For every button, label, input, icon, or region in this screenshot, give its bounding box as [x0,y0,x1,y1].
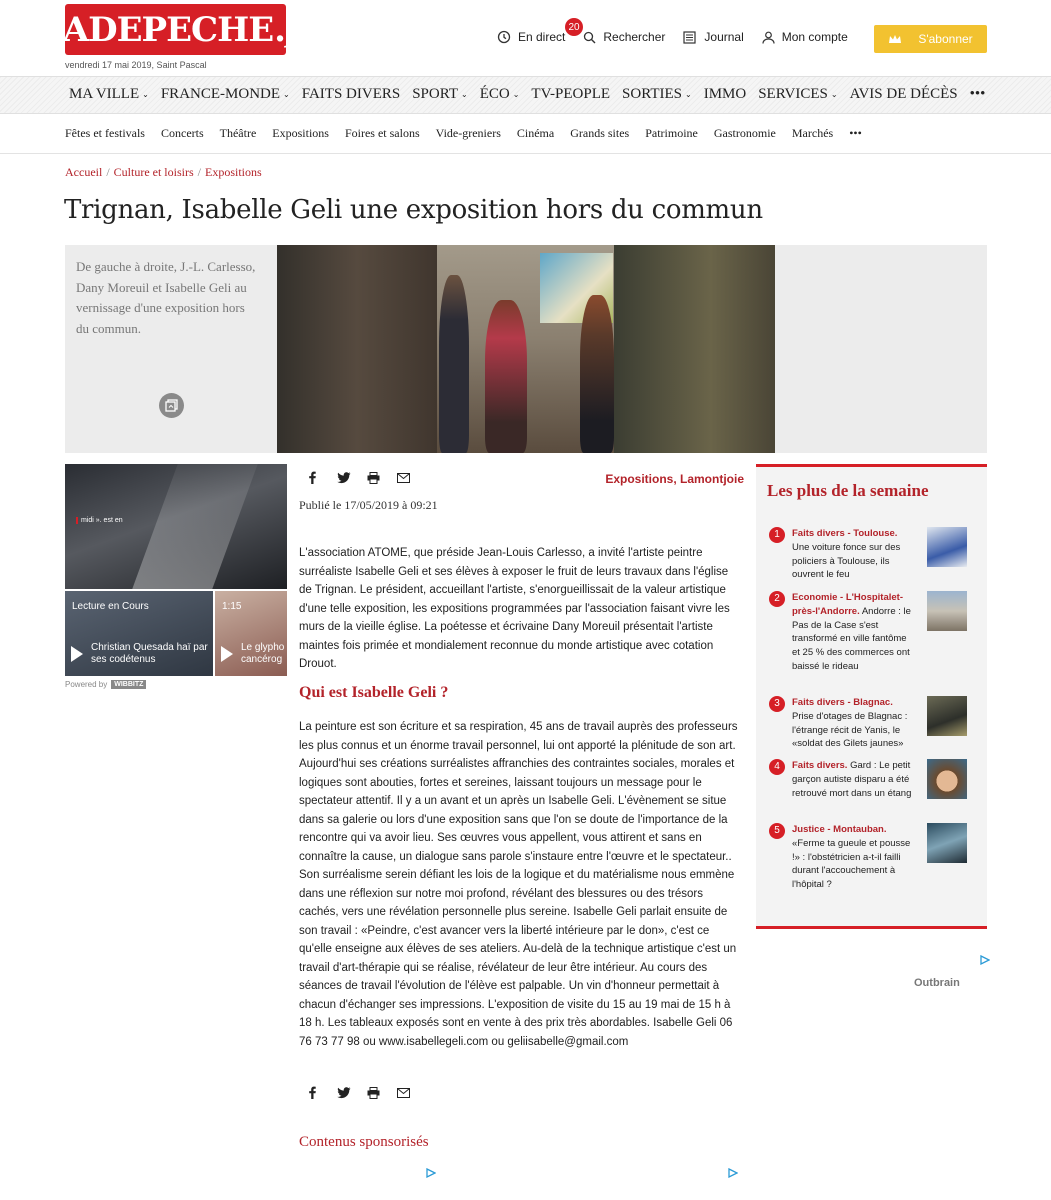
item-headline: Une voiture fonce sur des policiers à Toulouse, ils ouvrent le feu [792,541,901,581]
person-left [439,275,469,453]
twitter-icon[interactable] [337,1087,367,1099]
play-icon [71,646,83,662]
wibbitz-logo[interactable]: WIBBITZ [111,680,146,689]
header-date: vendredi 17 mai 2019, Saint Pascal [65,60,207,70]
twitter-icon[interactable] [337,472,367,484]
main-nav-label: FRANCE-MONDE [160,86,281,102]
item-headline: «Ferme ta gueule et pousse !» : l'obstétricien a-t-il failli durant l'accouchement à l'hôpital ? [792,837,911,891]
video-duration: 1:15 [222,601,242,612]
rank-badge: 5 [769,823,785,839]
breadcrumb-expositions[interactable]: Expositions [205,165,262,179]
newspaper-icon [683,31,697,44]
article-tags[interactable]: Expositions, Lamontjoie [605,472,744,486]
powered-by [65,680,146,689]
item-thumbnail [927,759,967,799]
main-nav-label: AVIS DE DÉCÈS [849,86,958,102]
sub-nav-item[interactable]: Gastronomie [713,126,776,140]
most-read-sidebar [756,464,987,929]
item-thumbnail [927,696,967,736]
chevron-down-icon: ⌄ [512,90,520,99]
breadcrumb-separator: / [106,165,110,179]
logo-dot: . [274,9,285,50]
main-nav-label: ÉCO [479,86,510,102]
item-headline: Prise d'otages de Blagnac : l'étrange récit de Yanis, le «soldat des Gilets jaunes» [792,710,908,750]
main-nav-item[interactable] [970,86,986,103]
person-right [580,295,614,453]
adchoices-icon[interactable] [980,955,990,965]
photo-main [437,245,614,453]
journal-link[interactable] [683,30,743,44]
video-playlist [65,591,287,676]
main-nav-item[interactable] [69,86,149,103]
main-nav-label: MA VILLE [69,86,140,102]
person-center [485,300,527,453]
sub-nav-item[interactable]: Expositions [272,126,329,140]
chevron-down-icon: ⌄ [142,90,149,99]
item-headline: Gard : Le petit garçon autiste disparu a été retrouvé mort dans un étang [792,760,912,799]
item-thumbnail [927,527,967,567]
now-playing-label: Lecture en Cours [72,601,149,612]
crown-icon [888,34,902,45]
item-text [792,527,916,582]
search-label: Rechercher [603,30,666,44]
main-nav-item[interactable] [161,86,290,103]
outbrain-logo[interactable]: Outbrain [914,977,960,989]
video-overlay-text: midi ». est en [76,517,123,524]
adchoices-icon[interactable] [426,1168,436,1178]
mail-icon[interactable] [397,1088,427,1098]
history-icon [497,30,511,44]
share-bar-bottom [307,1086,427,1099]
gallery-icon [165,399,178,412]
live-label: En direct [518,30,566,44]
adchoices-icon[interactable] [728,1168,738,1178]
breadcrumb-home[interactable]: Accueil [65,165,103,179]
gallery-button[interactable] [159,393,184,418]
facebook-icon[interactable] [307,1086,337,1099]
sub-nav-item[interactable]: Vide-greniers [435,126,501,140]
photo-blur-right [614,245,775,453]
main-nav-label: IMMO [703,86,747,102]
rank-badge: 1 [769,527,785,543]
photo-blur-left [277,245,437,453]
main-nav-label: SERVICES [758,86,828,102]
main-nav [0,76,1051,114]
item-text [792,591,916,674]
sub-nav-item[interactable]: Cinéma [516,126,555,140]
item-kicker: Economie - L'Hospitalet-près-l'Andorre. [792,592,903,617]
hero-media [65,245,987,453]
main-nav-item[interactable] [758,86,837,103]
item-text [792,823,916,892]
journal-label: Journal [704,30,744,44]
header-links [497,21,866,44]
video-thumb-2[interactable] [215,591,287,676]
sub-nav-item[interactable]: Théâtre [219,126,257,140]
main-nav-label: FAITS DIVERS [301,86,401,102]
chevron-down-icon: ⌄ [685,90,692,99]
sidebar-title: Les plus de la semaine [767,481,929,500]
article-subheading: Qui est Isabelle Geli ? [299,684,449,701]
subscribe-label: S'abonner [918,32,973,46]
main-nav-item[interactable] [622,86,692,103]
mail-icon[interactable] [397,473,427,483]
video-player[interactable] [65,464,287,589]
item-kicker: Faits divers - Blagnac. [792,697,893,708]
rank-badge: 2 [769,591,785,607]
item-text [792,759,916,800]
breadcrumb [65,165,262,180]
logo-fr: fr [286,10,312,49]
photo-caption: De gauche à droite, J.-L. Carlesso, Dany Moreuil et Isabelle Geli au vernissage d'une exposition hors du commun. [76,259,256,336]
main-nav-item[interactable] [531,86,610,103]
article-paragraph-2: La peinture est son écriture et sa respiration, 45 ans de travail auprès des professeurs les plus connus et un énorme travail personnel, lui ont apporté la plénitude de son art. Aujourd'hui ses créations surréalistes affranchies des contraintes sociales, morales et logiques sont abouties, fortes et sereines, laissant toujours un message pour le spectateur attentif. Il y a un avant et un après un Isabelle Geli. L'évènement se situe dans sa galerie ou lors d'une exposition sans que l'on se doute de l'importance de la rencontre qui va avoir lieu. Ses œuvres vous appellent, vous attirent et sans en connaître la cause, un dialogue sans parole s'instaure entre l'œuvre et le spectateur.. Son surréalisme serein défiant les lois de la logique et du matérialisme nous emmène dans une réflexion sur notre moi profond, révélant des blessures ou des trésors cachés, vers une révélation personnelle plus sereine. Isabelle Geli parlait ensuite de son travail : «Peindre, c'est avancer vers la liberté intérieure par le don», c'est ce qu'elle enseigne aux élèves de ses ateliers. Au-delà de la technique artistique c'est un travail d'art-thérapie qui se réalise, révélateur de leur être intérieur. Au cours des séances de travail l'évolution de l'élève est palpable. Un vin d'honneur permettait à chacun d'échanger ses impressions. L'exposition de visite du 15 au 19 mai de 15 h à 18 h. Les tableaux exposés sont en vente à des prix très abordables. Isabelle Geli 06 76 73 77 98 ou www.isabellegeli.com ou geliisabelle@gmail.com [299,721,738,1048]
article-photo[interactable] [277,245,775,453]
account-label: Mon compte [781,30,848,44]
rank-badge: 3 [769,696,785,712]
live-count-badge: 20 [565,18,583,36]
print-icon[interactable] [367,1087,397,1099]
account-link[interactable] [762,30,848,44]
main-nav-item[interactable] [302,86,400,103]
video-title: Christian Quesada haï par ses codétenus [91,642,208,665]
item-kicker: Faits divers. [792,760,848,771]
sub-nav-item[interactable]: Grands sites [570,126,630,140]
live-link[interactable] [497,21,580,44]
main-nav-label: ••• [969,86,986,102]
sub-nav-item[interactable]: Marchés [791,126,834,140]
share-bar-top [307,471,427,484]
facebook-icon[interactable] [307,471,337,484]
sub-nav-item[interactable]: Fêtes et festivals [65,126,145,140]
item-thumbnail [927,823,967,863]
play-icon [221,646,233,662]
item-headline: Andorre : le Pas de la Case s'est transformé en ville fantôme et 25 % des commerces ont baissé le rideau [792,605,911,672]
article-title: Trignan, Isabelle Geli une exposition hors du commun [64,195,763,225]
sponsored-heading: Contenus sponsorisés [299,1134,429,1150]
search-link[interactable] [583,30,665,44]
subscribe-button[interactable] [874,25,987,53]
sub-nav-item[interactable]: Foires et salons [344,126,420,140]
main-nav-item[interactable] [412,86,468,103]
breadcrumb-separator: / [197,165,201,179]
breadcrumb-culture[interactable]: Culture et loisirs [113,165,194,179]
rank-badge: 4 [769,759,785,775]
powered-label: Powered by [65,680,108,689]
main-nav-label: SPORT [412,86,459,102]
main-nav-label: TV-PEOPLE [531,86,611,102]
item-kicker: Faits divers - Toulouse. [792,528,898,539]
main-nav-label: SORTIES [622,86,682,102]
chevron-down-icon: ⌄ [283,90,290,99]
search-icon [583,31,596,44]
published-date: Publié le 17/05/2019 à 09:21 [299,498,438,512]
main-nav-item[interactable] [480,86,520,103]
item-kicker: Justice - Montauban. [792,824,887,835]
item-text [792,696,916,751]
video-thumb-1[interactable] [65,591,213,676]
main-nav-item[interactable] [704,86,747,103]
user-icon [762,31,775,44]
chevron-down-icon: ⌄ [830,90,838,99]
article-paragraph-1: L'association ATOME, que préside Jean-Louis Carlesso, a invité l'artiste peintre surréaliste Isabelle Geli et ses élèves à exposer le fruit de leurs travaux dans l'église de Trignan. Le président, accueillant l'artiste, s'enorgueillissait de la valeur artistique d'une telle exposition, les expositions programmées par l'association faisant vivre les murs de la vieille église. La poétesse et écrivaine Dany Moreuil présentait l'artiste maintes fois primée et mondialement reconnue du monde artistique avec cotation Drouot. [299,547,730,670]
sub-nav-item[interactable]: ••• [849,126,862,140]
main-nav-item[interactable] [850,86,958,103]
chevron-down-icon: ⌄ [461,90,468,99]
print-icon[interactable] [367,472,397,484]
logo-text: LADEPECHE [39,9,274,50]
sub-nav-item[interactable]: Concerts [160,126,204,140]
item-thumbnail [927,591,967,631]
video-light [132,464,257,589]
video-title: Le glypho cancérog [241,642,285,665]
sub-nav-item[interactable]: Patrimoine [645,126,698,140]
site-header [0,0,1051,76]
sub-nav [0,114,1051,154]
site-logo[interactable] [39,4,312,55]
